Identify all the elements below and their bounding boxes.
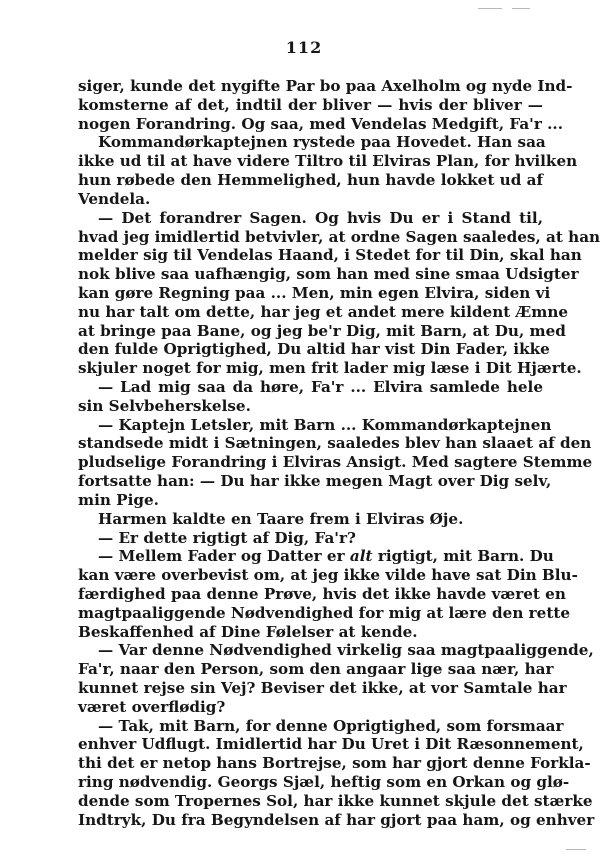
text-line: min Pige. <box>78 490 159 509</box>
text-line: komsterne af det, indtil der bliver — hvis der bliver — <box>78 95 543 114</box>
text-line: ikke ud til at have videre Tiltro til Elviras Plan, for hvilken <box>78 152 578 171</box>
text-line: pludselige Forandring i Elviras Ansigt. Med sagtere Stemme <box>78 453 593 472</box>
text-line: kunnet rejse sin Vej? Beviser det ikke, at vor Samtale har <box>78 679 567 697</box>
text-segment: — Mellem Fader og Datter er <box>98 547 345 566</box>
text-line: Kommandørkaptejnen rystede paa Hovedet. Han saa <box>98 133 546 152</box>
text-line: siger, kunde det nygifte Par bo paa Axelholm og nyde Ind- <box>78 77 573 95</box>
page-number: 112 <box>285 38 323 57</box>
text-line: — Det forandrer Sagen. Og hvis Du er i Stand til, <box>98 208 543 227</box>
text-line: standsede midt i Sætningen, saaledes blev han slaaet af den <box>78 434 592 453</box>
text-line: været overflødig? <box>78 697 226 716</box>
text-line: færdighed paa denne Prøve, hvis det ikke havde været en <box>78 584 566 603</box>
text-line: Fa'r, naar den Person, som den angaar lige saa nær, har <box>78 660 554 679</box>
text-line: Indtryk, Du fra Begyndelsen af har gjort paa ham, og enhver <box>78 810 595 829</box>
text-line: sin Selvbeherskelse. <box>78 396 251 415</box>
text-line: dende som Tropernes Sol, har ikke kunnet skjule det stærke <box>78 791 593 810</box>
text-line: at bringe paa Bane, og jeg be'r Dig, mit Barn, at Du, med <box>78 321 566 340</box>
text-line: skjuler noget for mig, men frit lader mig læse i Dit Hjærte. <box>78 359 582 378</box>
text-line: — Var denne Nødvendighed virkelig saa magtpaaliggende, <box>98 641 594 660</box>
text-segment: rigtigt, mit Barn. Du <box>377 547 554 566</box>
text-line: hun røbede den Hemmelighed, hun havde lokket ud af <box>78 171 543 190</box>
text-line: Harmen kaldte en Taare frem i Elviras Øje. <box>98 509 464 528</box>
text-line: thi det er netop hans Bortrejse, som har gjort denne Forkla- <box>78 754 591 773</box>
text-line: nok blive saa uafhængig, som han med sine smaa Udsigter <box>78 265 579 284</box>
scan-mark <box>566 849 586 850</box>
text-line: — Tak, mit Barn, for denne Oprigtighed, som forsmaar <box>98 716 564 735</box>
scan-mark <box>512 8 530 9</box>
page-text <box>78 77 601 830</box>
text-line: — Lad mig saa da høre, Fa'r ... Elvira samlede hele <box>98 378 543 396</box>
text-line: nogen Forandring. Og saa, med Vendelas Medgift, Fa'r ... <box>78 114 563 133</box>
text-line: hvad jeg imidlertid betvivler, at ordne Sagen saaledes, at han <box>78 227 601 246</box>
text-line: nu har talt om dette, har jeg et andet mere kildent Æmne <box>78 302 569 321</box>
text-line: magtpaaliggende Nødvendighed for mig at lære den rette <box>78 603 571 622</box>
text-line: — Kaptejn Letsler, mit Barn ... Kommandørkaptejnen <box>98 415 552 434</box>
text-line <box>78 547 554 566</box>
text-line: ring nødvendig. Georgs Sjæl, heftig som en Orkan og glø- <box>78 773 570 792</box>
text-line: Vendela. <box>78 189 151 208</box>
text-line: — Er dette rigtigt af Dig, Fa'r? <box>98 528 356 547</box>
text-line: Beskaffenhed af Dine Følelser at kende. <box>78 622 418 641</box>
text-line: melder sig til Vendelas Haand, i Stedet for til Din, skal han <box>78 246 582 265</box>
emphasized-word: alt <box>349 547 373 566</box>
text-line: kan gøre Regning paa ... Men, min egen Elvira, siden vi <box>78 283 551 302</box>
scan-mark <box>478 8 502 9</box>
text-line: kan være overbevist om, at jeg ikke vilde have sat Din Blu- <box>78 566 578 585</box>
text-line: den fulde Oprigtighed, Du altid har vist Din Fader, ikke <box>78 340 550 359</box>
text-line: fortsatte han: — Du har ikke megen Magt over Dig selv, <box>78 472 552 491</box>
text-line: enhver Udflugt. Imidlertid har Du Uret i Dit Ræsonnement, <box>78 735 584 754</box>
